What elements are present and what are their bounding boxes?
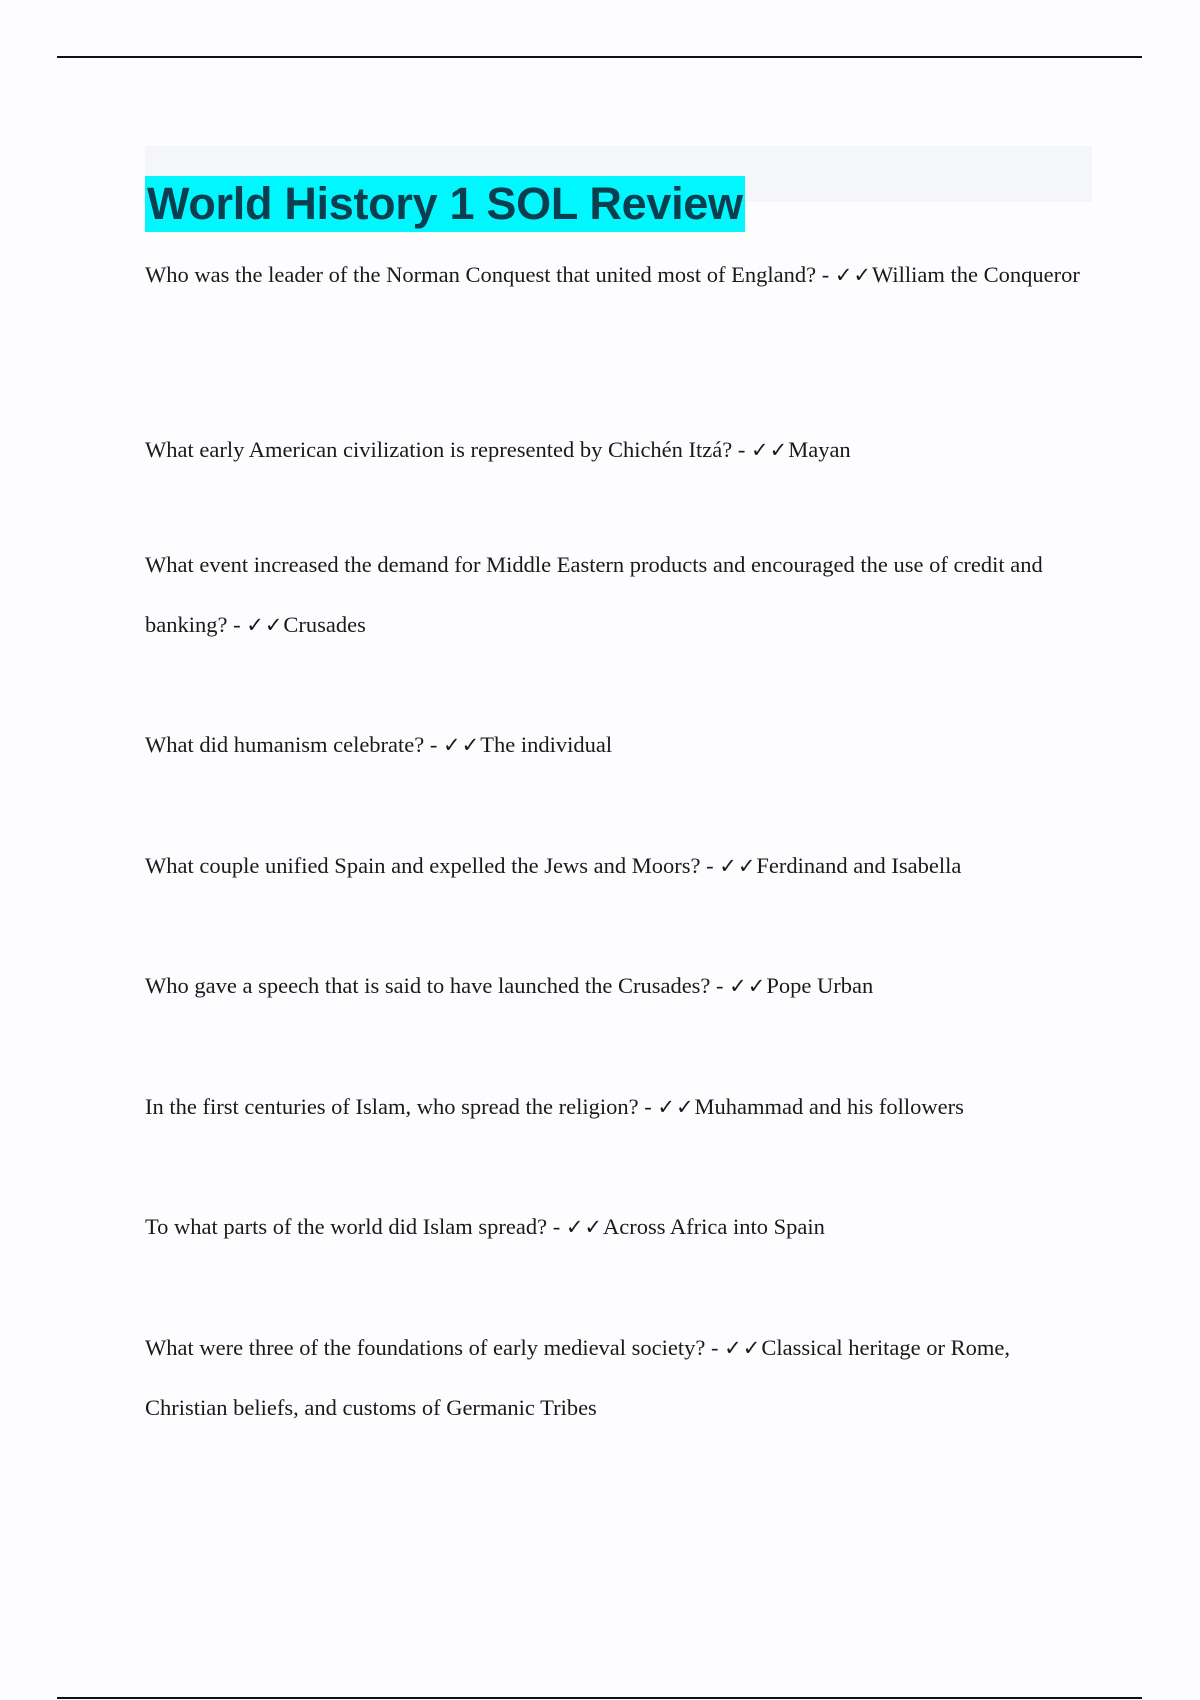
answer <box>751 437 851 462</box>
answer-text: Across Africa into Spain <box>603 1214 825 1239</box>
question-text: What were three of the foundations of early medieval society? - <box>145 1335 725 1360</box>
answer <box>729 973 873 998</box>
double-check-icon: ✓✓ <box>443 733 481 757</box>
bottom-rule <box>57 1697 1142 1699</box>
answer <box>719 853 961 878</box>
answer-text: Classical heritage or Rome, Christian beliefs, and customs of Germanic Tribes <box>145 1335 1011 1420</box>
question-text: What event increased the demand for Middle Eastern products and encouraged the use of credit and banking? - <box>145 552 1043 637</box>
top-rule <box>57 56 1142 58</box>
answer <box>835 262 1080 287</box>
question-text: What couple unified Spain and expelled the Jews and Moors? - <box>145 853 720 878</box>
answer <box>566 1214 825 1239</box>
qa-item <box>145 420 1085 480</box>
double-check-icon: ✓✓ <box>729 974 767 998</box>
double-check-icon: ✓✓ <box>834 263 873 287</box>
double-check-icon: ✓✓ <box>565 1215 604 1239</box>
answer-text: William the Conqueror <box>872 262 1080 287</box>
qa-item <box>145 1077 1085 1137</box>
question-text: In the first centuries of Islam, who spread the religion? - <box>145 1094 658 1119</box>
question-text: Who gave a speech that is said to have launched the Crusades? - <box>145 973 730 998</box>
qa-item <box>145 1318 1085 1438</box>
answer-text: Pope Urban <box>766 973 874 998</box>
question-text: Who was the leader of the Norman Conquest that united most of England? - <box>145 262 835 287</box>
answer-text: The individual <box>480 732 613 757</box>
double-check-icon: ✓✓ <box>719 854 757 878</box>
qa-item <box>145 956 1085 1016</box>
qa-item <box>145 715 1085 775</box>
answer <box>657 1094 964 1119</box>
answer-text: Muhammad and his followers <box>694 1094 964 1119</box>
qa-item <box>145 836 1085 896</box>
double-check-icon: ✓✓ <box>246 613 284 637</box>
double-check-icon: ✓✓ <box>724 1336 762 1360</box>
answer-text: Crusades <box>283 612 366 637</box>
double-check-icon: ✓✓ <box>751 438 789 462</box>
answer-text: Ferdinand and Isabella <box>756 853 962 878</box>
qa-item <box>145 535 1085 655</box>
document-title: World History 1 SOL Review <box>145 176 745 232</box>
qa-item <box>145 245 1085 305</box>
answer <box>246 612 366 637</box>
qa-item <box>145 1197 1085 1257</box>
question-text: What did humanism celebrate? - <box>145 732 444 757</box>
answer-text: Mayan <box>788 437 851 462</box>
double-check-icon: ✓✓ <box>657 1095 695 1119</box>
answer <box>443 732 612 757</box>
question-text: What early American civilization is represented by Chichén Itzá? - <box>145 437 751 462</box>
question-text: To what parts of the world did Islam spread? - <box>145 1214 566 1239</box>
